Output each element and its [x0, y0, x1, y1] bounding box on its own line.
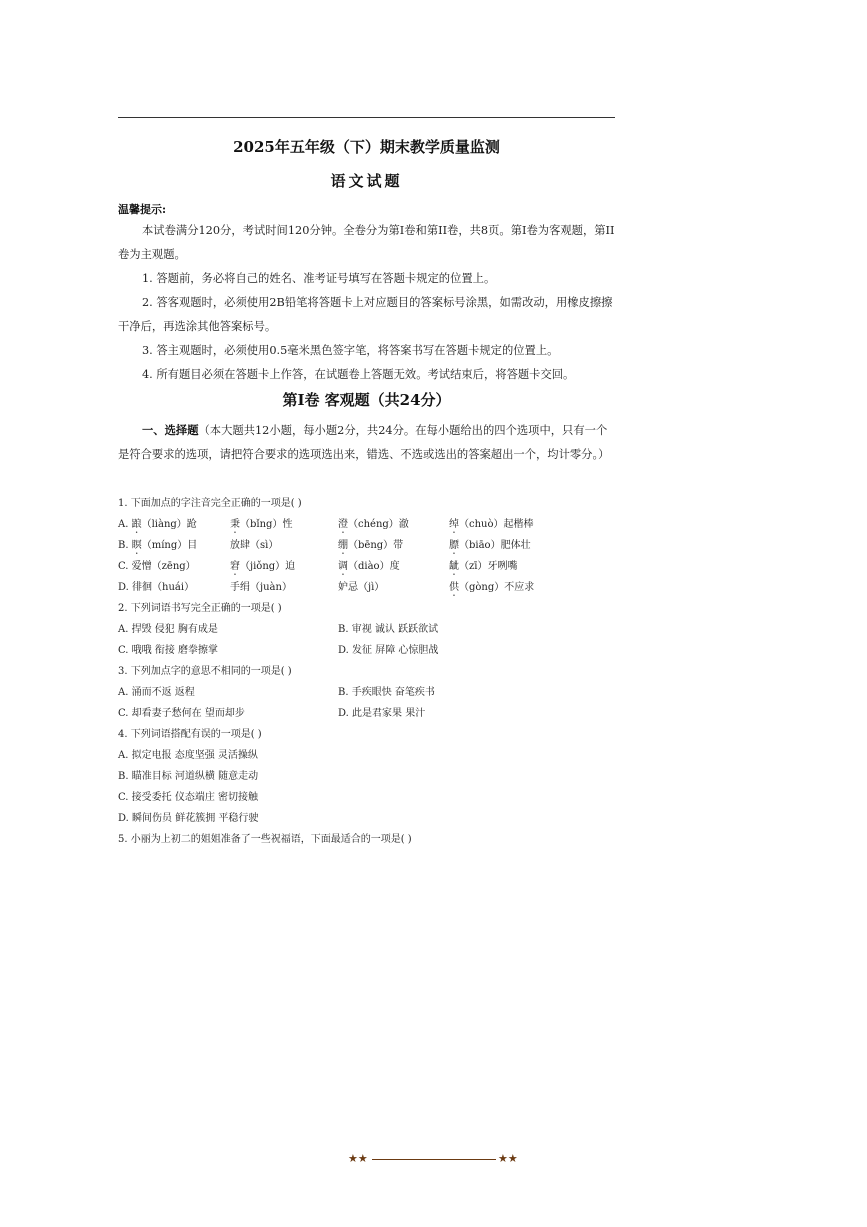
q3-option-c: C. 却看妻子愁何在 望而却步 [118, 708, 245, 719]
q1-option-c-col4: 龇（zī）牙咧嘴 [449, 561, 518, 572]
q1-option-a-col4: 绰（chuò）起楷棒 [449, 519, 534, 530]
notice-item-3: 3. 答主观题时，必须使用0.5毫米黑色签字笔，将答案书写在答题卡规定的位置上。 [142, 344, 559, 357]
q1-option-a-col3: 澄（chéng）澈 [338, 519, 409, 530]
footer-stars-left-icon: ★★ [348, 1152, 368, 1165]
q2-option-d: D. 发征 屏障 心惊胆战 [338, 645, 439, 656]
mc-label: 一、选择题 [142, 423, 199, 437]
q4-option-a: A. 拟定电报 态度坚强 灵活操纵 [118, 750, 258, 761]
q4-option-b: B. 瞄准目标 河道纵横 随意走动 [118, 771, 259, 782]
question-5-stem: 5. 小丽为上初二的姐姐准备了一些祝福语，下面最适合的一项是( ) [118, 834, 412, 845]
q1-option-a-col1: A. 踉（liàng）跄 [118, 519, 197, 530]
subject-title: 语文试题 [330, 172, 403, 190]
q1-option-b-col4: 膘（biāo）肥体壮 [449, 540, 531, 551]
notice-intro: 本试卷满分120分，考试时间120分钟。全卷分为第I卷和第II卷，共8页。第I卷为客观题，第II卷为主观题。 [118, 224, 615, 261]
mc-instructions [118, 418, 615, 467]
footer-ornament [348, 1151, 520, 1167]
question-2-stem: 2. 下列词语书写完全正确的一项是( ) [118, 603, 282, 614]
q1-option-d-col3: 妒忌（jì） [338, 582, 385, 593]
q1-option-b-col3: 绷（bēng）带 [338, 540, 404, 551]
exam-title: 2025年五年级（下）期末教学质量监测 [233, 138, 500, 156]
footer-stars-right-icon: ★★ [498, 1152, 518, 1165]
q1-option-d-col4: 供（gòng）不应求 [449, 582, 535, 593]
q2-option-c: C. 哦哦 衔接 磨拳擦掌 [118, 645, 219, 656]
q1-option-c-col2: 窘（jiǒng）迫 [230, 561, 296, 572]
q2-option-a: A. 捍毁 侵犯 胸有成是 [118, 624, 218, 635]
q3-option-d: D. 此是君家果 果汁 [338, 708, 426, 719]
q3-option-b: B. 手疾眼快 奋笔疾书 [338, 687, 435, 698]
notice-item-4: 4. 所有题目必须在答题卡上作答，在试题卷上答题无效。考试结束后，将答题卡交回。 [142, 368, 575, 381]
notice-heading: 温馨提示: [118, 203, 167, 216]
q4-option-c: C. 接受委托 仪态端庄 密切接触 [118, 792, 259, 803]
q1-option-c-col3: 调（diào）度 [338, 561, 400, 572]
mc-description: （本大题共12小题，每小题2分，共24分。在每小题给出的四个选项中，只有一个是符合要求的选项，请把符合要求的选项选出来，错选、不选或选出的答案超出一个，均计零分。） [118, 424, 610, 461]
q2-option-b: B. 审视 诚认 跃跃欲试 [338, 624, 439, 635]
q1-option-b-col2: 放肆（sì） [230, 540, 279, 551]
q1-option-d-col1: D. 徘徊（huái） [118, 582, 195, 593]
q1-option-c-col1: C. 爱憎（zēng） [118, 561, 196, 572]
question-3-stem: 3. 下列加点字的意思不相同的一项是( ) [118, 666, 292, 677]
section-title: 第I卷 客观题（共24分） [282, 391, 451, 409]
question-4-stem: 4. 下列词语搭配有误的一项是( ) [118, 729, 262, 740]
header-rule [118, 117, 615, 118]
q1-option-b-col1: B. 瞑（míng）目 [118, 540, 198, 551]
question-1-stem: 1. 下面加点的字注音完全正确的一项是( ) [118, 498, 302, 509]
footer-line [372, 1159, 496, 1160]
q3-option-a: A. 涌而不返 返程 [118, 687, 195, 698]
q1-option-d-col2: 手绢（juàn） [230, 582, 292, 593]
notice-item-2: 2. 答客观题时，必须使用2B铅笔将答题卡上对应题目的答案标号涂黑，如需改动，用橡皮擦擦干净后，再选涂其他答案标号。 [118, 296, 613, 333]
notice-item-1: 1. 答题前，务必将自己的姓名、准考证号填写在答题卡规定的位置上。 [142, 272, 496, 285]
q1-option-a-col2: 秉（bǐng）性 [230, 519, 293, 530]
q4-option-d: D. 瞬间伤员 鲜花簇拥 平稳行驶 [118, 813, 259, 824]
